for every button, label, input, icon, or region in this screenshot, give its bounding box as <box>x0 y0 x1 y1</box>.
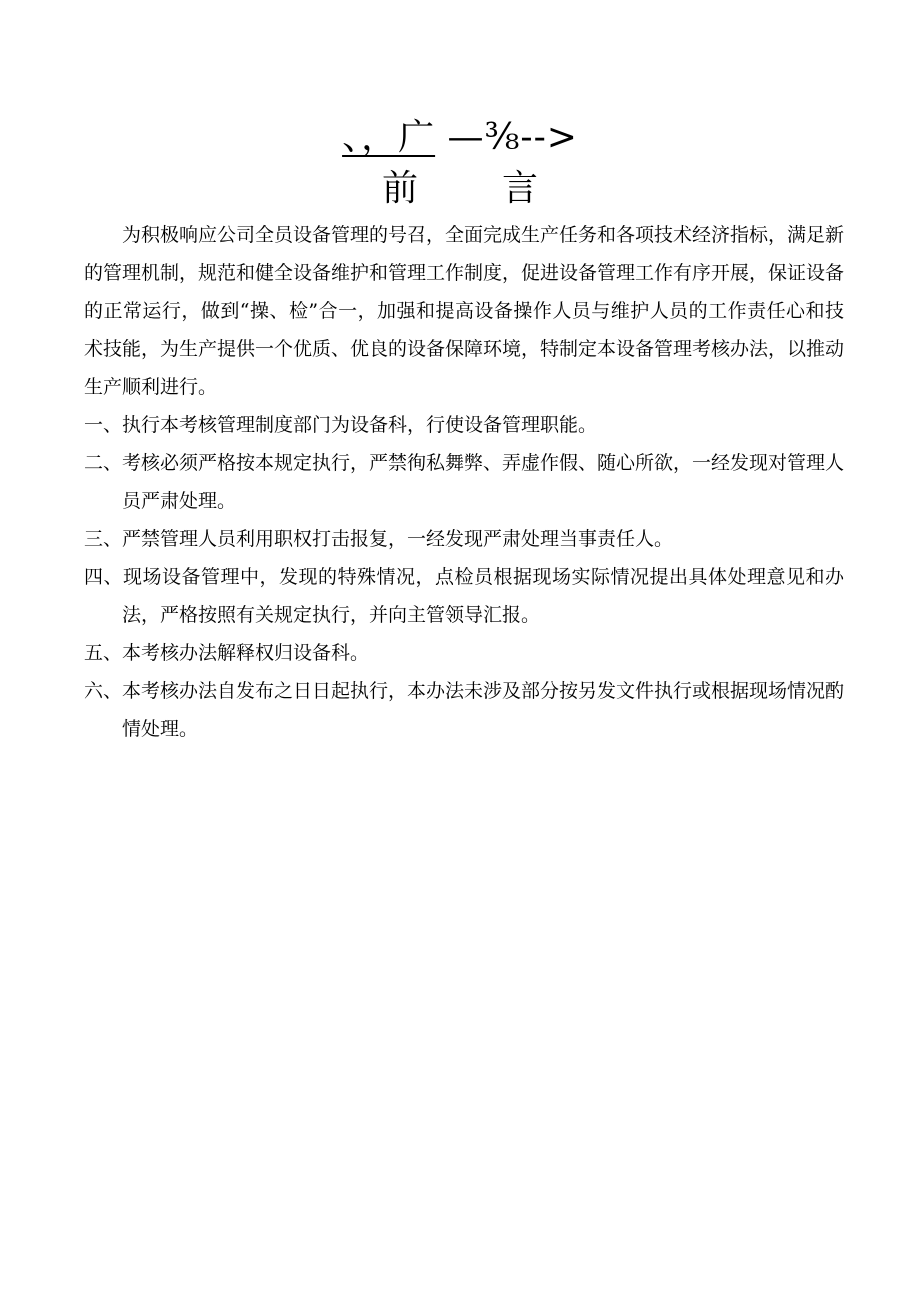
list-item-5: 五、本考核办法解释权归设备科。 <box>84 642 370 664</box>
list-item-6: 六、本考核办法自发布之日日起执行，本办法未涉及部分按另发文件执行或根据现场情况酌情处理。 <box>84 680 845 740</box>
page-title <box>0 164 920 214</box>
title-part-1: 前 <box>381 168 418 209</box>
header-garbled-line <box>0 114 920 162</box>
intro-paragraph: 为积极响应公司全员设备管理的号召，全面完成生产任务和各项技术经济指标，满足新的管理机制，规范和健全设备维护和管理工作制度，促进设备管理工作有序开展，保证设备的正常运行，做到“操、检”合一，加强和提高设备操作人员与维护人员的工作责任心和技术技能，为生产提供一个优质、优良的设备保障环境，特制定本设备管理考核办法，以推动生产顺利进行。 <box>84 224 845 398</box>
list-item-2: 二、考核必须严格按本规定执行，严禁徇私舞弊、弄虚作假、随心所欲，一经发现对管理人员严肃处理。 <box>84 452 845 512</box>
list-item-1: 一、执行本考核管理制度部门为设备科，行使设备管理职能。 <box>84 414 598 436</box>
document-body <box>84 216 844 748</box>
list-item-4: 四、现场设备管理中，发现的特殊情况，点检员根据现场实际情况提出具体处理意见和办法，严格按照有关规定执行，并向主管领导汇报。 <box>84 566 844 626</box>
list-item-3: 三、严禁管理人员利用职权打击报复，一经发现严肃处理当事责任人。 <box>84 528 674 550</box>
title-part-2: 言 <box>502 168 539 209</box>
header-garbled-rest: —⅜--> <box>435 117 578 158</box>
header-garbled-underlined: 、，广 <box>342 117 436 158</box>
